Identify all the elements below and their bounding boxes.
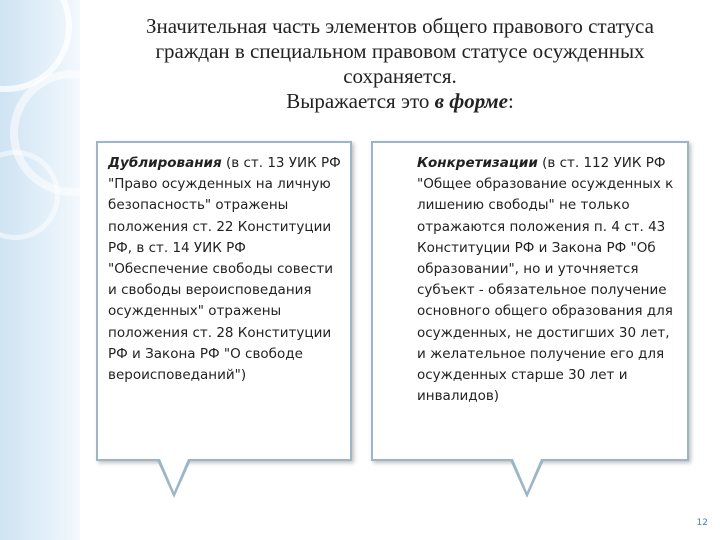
title-line-1: Значительная часть элементов общего правового статуса bbox=[146, 14, 654, 38]
title-line-4-prefix: Выражается это bbox=[286, 89, 435, 113]
concretization-heading: Конкретизации bbox=[417, 155, 538, 171]
slide-title bbox=[96, 14, 704, 114]
duplication-heading: Дублирования bbox=[108, 155, 222, 171]
decorative-side-band bbox=[0, 0, 80, 540]
page-number: 12 bbox=[696, 518, 708, 528]
duplication-callout bbox=[96, 141, 352, 461]
concretization-callout bbox=[371, 141, 689, 461]
title-line-4 bbox=[96, 89, 704, 114]
concretization-text: (в ст. 112 УИК РФ "Общее образование осужденных к лишению свободы" не только отражаются положения п. 4 ст. 43 Конституции РФ и Закона РФ "Об образовании", но и уточняется субъект - обязательное получение основного общего образования для осужденных, не достигших 30 лет, и желательное получение его для осужденных старше 30 лет и инвалидов) bbox=[417, 155, 674, 405]
title-line-2: граждан в специальном правовом статусе осужденных bbox=[155, 39, 645, 63]
concretization-callout-pointer-fill bbox=[513, 459, 541, 492]
title-emphasis: в форме bbox=[434, 89, 508, 113]
title-line-3: сохраняется. bbox=[343, 64, 457, 88]
duplication-callout-pointer-fill bbox=[160, 459, 188, 492]
title-line-4-suffix: : bbox=[507, 89, 514, 113]
duplication-text: (в ст. 13 УИК РФ "Право осужденных на личную безопасность" отражены положения ст. 22 Конституции РФ, в ст. 14 УИК РФ "Обеспечение свободы совести и свободы вероисповедания осужденных" отражены положения ст. 28 Конституции РФ и Закона РФ "О свободе вероисповеданий") bbox=[108, 155, 341, 384]
